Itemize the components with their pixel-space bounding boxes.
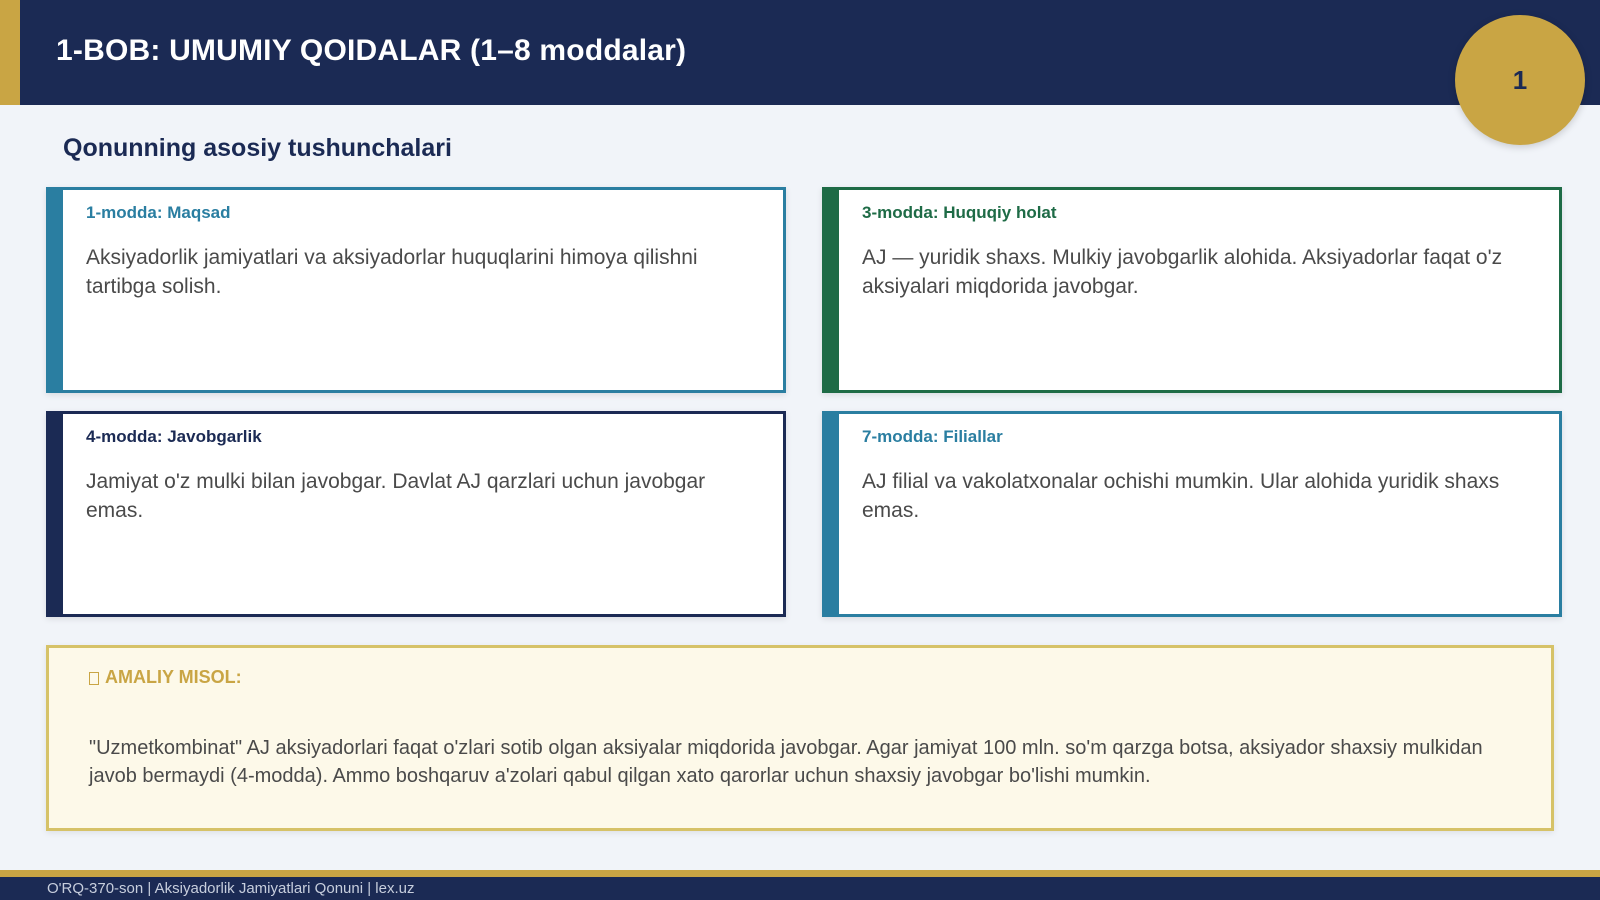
- page-number-badge: 1: [1455, 15, 1585, 145]
- article-card-title: 7-modda: Filiallar: [862, 427, 1003, 446]
- footer-text: O'RQ-370-son | Aksiyadorlik Jamiyatlari Qonuni | lex.uz: [47, 880, 415, 897]
- missing-glyph-icon: [89, 672, 99, 685]
- article-card-body: Aksiyadorlik jamiyatlari va aksiyadorlar huquqlarini himoya qilishni tartibga solish.: [86, 246, 698, 298]
- footer-bar: [0, 870, 1600, 900]
- article-card-4: [46, 411, 786, 617]
- article-card-7: [822, 411, 1562, 617]
- practical-example-box: [46, 645, 1554, 831]
- section-title: Qonunning asosiy tushunchalari: [63, 134, 452, 162]
- practical-example-title: AMALIY MISOL:: [105, 667, 242, 687]
- header-bar: [0, 0, 1600, 105]
- article-card-title: 3-modda: Huquqiy holat: [862, 203, 1057, 222]
- page-title: 1-BOB: UMUMIY QOIDALAR (1–8 moddalar): [56, 34, 687, 67]
- article-card-title: 1-modda: Maqsad: [86, 203, 231, 222]
- article-card-body: AJ filial va vakolatxonalar ochishi mumkin. Ular alohida yuridik shaxs emas.: [862, 470, 1500, 522]
- article-card-1: [46, 187, 786, 393]
- practical-example-body: "Uzmetkombinat" AJ aksiyadorlari faqat o'zlari sotib olgan aksiyalar miqdorida javobgar. Agar jamiyat 100 mln. so'm qarzga botsa, aksiyador shaxsiy mulkidan javob bermaydi (4-modda). Ammo boshqaruv a'zolari qabul qilgan xato qarorlar uchun shaxsiy javobgar bo'lishi mumkin.: [89, 737, 1483, 787]
- article-card-body: AJ — yuridik shaxs. Mulkiy javobgarlik alohida. Aksiyadorlar faqat o'z aksiyalari miqdorida javobgar.: [862, 246, 1503, 298]
- header-accent-stripe: [0, 0, 20, 105]
- article-card-title: 4-modda: Javobgarlik: [86, 427, 262, 446]
- practical-example-heading: [89, 667, 242, 688]
- article-card-3: [822, 187, 1562, 393]
- article-card-body: Jamiyat o'z mulki bilan javobgar. Davlat AJ qarzlari uchun javobgar emas.: [86, 470, 706, 522]
